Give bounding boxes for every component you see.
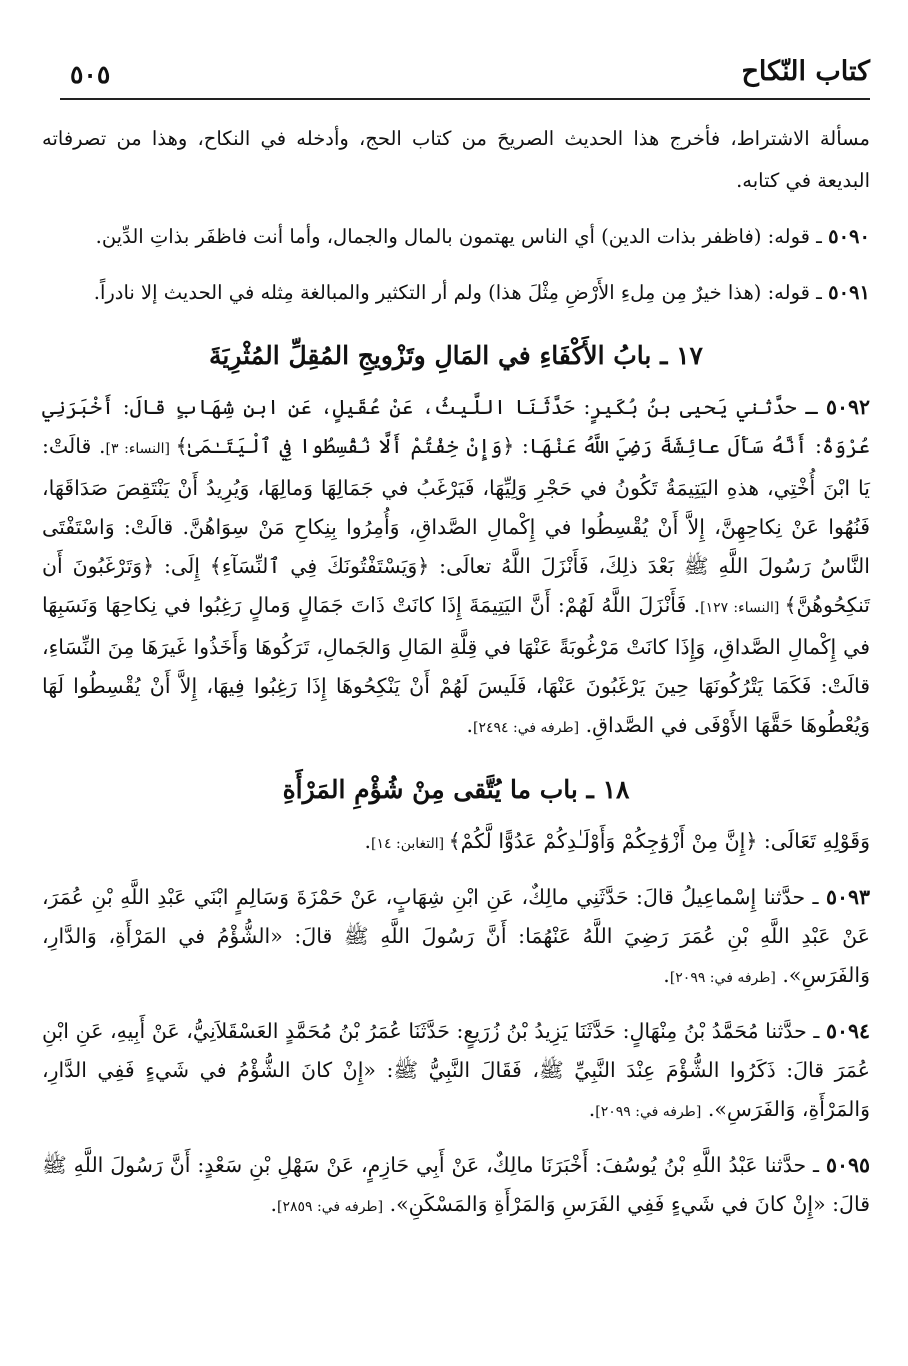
quran-verse: ﴿وَتَرْغَبُونَ أَن تَنكِحُوهُنَّ﴾	[42, 554, 870, 617]
commentary-5091	[42, 272, 870, 314]
hadith-5093	[42, 878, 870, 998]
hadith-text: ـ حدَّثني يَحيى بنُ بُكَيرٍ: حَدَّثَنَا اللَّيثُ، عَنْ عُقَيلٍ، عَنِ ابنِ شِهَابٍ قالَ: أَخْبَرَنِي عُرْوَةُ: أَنَّهُ سَأَلَ عائِشَةَ رَضِيَ اللَّهُ عَنْهَا:	[42, 395, 871, 458]
hadith-text: إِلَى:	[154, 554, 210, 578]
cross-reference: [طرفه في: ٢٤٩٤]	[473, 720, 580, 736]
chapter-heading-17: ١٧ ـ بابُ الأَكْفَاءِ في المَالِ وتَزْويجِ المُقِلِّ المُثْرِيَةَ	[209, 341, 703, 370]
verse-reference: [النساء: ١٢٧]	[700, 600, 785, 616]
hadith-number: ٥٠٩٣	[825, 885, 870, 909]
full-stop: .	[364, 829, 372, 853]
verse-reference: [التغابن: ١٤]	[371, 836, 449, 852]
page-content	[42, 118, 870, 1227]
verse-reference: [النساء: ٣]	[105, 441, 176, 457]
cross-reference: [طرفه في: ٢٨٥٩]	[276, 1199, 384, 1215]
full-stop: .	[588, 1097, 596, 1121]
hadith-5094	[42, 1012, 870, 1132]
hadith-number: ٥٠٩١	[828, 281, 870, 304]
hadith-text: . قالَتْ: يَا ابْنَ أُخْتِي، هذهِ اليَتِيمَةُ تَكُونُ في حَجْرِ وَلِيِّهَا، فَيَرْغَبُ في جَمَالِهَا وَمالِهَا، وَيُرِيدُ أَنْ يَنْتَقِصَ صَدَاقَهَا، فَنُهُوا عَنْ نِكاحِهِنَّ، إِلاَّ أَنْ يُقْسِطُوا في إِكْمالِ الصَّداقِ، وَأُمِرُوا بِنِكاحِ مَنْ سِوَاهُنَّ. قالَتْ: وَاسْتَفْتَى النَّاسُ رَسُولَ اللَّهِ ﷺ بَعْدَ ذلِكَ، فَأَنْزَلَ اللَّهُ تعالَى:	[42, 434, 870, 578]
quran-verse: ﴿وَيَسْتَفْتُونَكَ فِي ٱلنِّسَآءِ﴾	[209, 554, 430, 578]
hadith-text: . فَأَنْزَلَ اللَّهُ لَهُمْ: أَنَّ اليَتِيمَةَ إِذَا كانَتْ ذَاتَ جَمَالٍ وَمالٍ رَغِبُوا في نِكاحِهَا وَنَسَبِهَا في إِكْمالِ الصَّداقِ، وَإِذَا كانَتْ مَرْغُوبَةً عَنْهَا في قِلَّةِ المَالِ وَالجَمالِ، تَرَكُوهَا وَأَخَذُوا غَيرَهَا مِنَ النِّسَاءِ، قالَتْ: فَكَمَا يَتْرُكُونَهَا حِينَ يَرْغَبُونَ عَنْهَا، فَلَيسَ لَهُمْ أَنْ يَنْكِحُوهَا إِذَا رَغِبُوا فِيهَا، إِلاَّ أَنْ يُقْسِطُوا لَهَا وَيُعْطُوهَا حَقَّهَا الأَوْفَى في الصَّداقِ.	[42, 593, 870, 737]
commentary-paragraph: مسألة الاشتراط، فأخرج هذا الحديث الصريحَ من كتاب الحج، وأدخله في النكاح، وهذا من تصرفاته البديعة في كتابه.	[42, 127, 870, 192]
page-header	[60, 50, 870, 100]
quran-verse: ﴿وَإِنْ خِفْتُمْ أَلَّا نُقْسِطُوا فِي ٱلْيَتَـٰمَىٰ﴾	[175, 434, 515, 458]
chapter-heading-18: ١٨ ـ باب ما يُتَّقى مِنْ شُؤْمِ المَرْأَةِ	[282, 775, 630, 804]
cross-reference: [طرفه في: ٢٠٩٩]	[669, 970, 776, 986]
hadith-number: ٥٠٩٢	[825, 395, 870, 419]
quran-verse: ﴿إِنَّ مِنْ أَزْوَٰجِكُمْ وَأَوْلَـٰدِكُمْ عَدُوًّا لَّكُمْ﴾	[448, 829, 758, 853]
hadith-number: ٥٠٩٥	[825, 1153, 870, 1177]
hadith-text: ـ حدَّثنا مُحَمَّدُ بْنُ مِنْهَالٍ: حَدَّثَنَا يَزِيدُ بْنُ زُرَيعٍ: حَدَّثَنَا عُمَرُ بْنُ مُحَمَّدٍ العَسْقَلاَنِيُّ، عَنْ أَبِيهِ، عَنِ ابْنِ عُمَرَ قالَ: ذَكَرُوا الشُّؤْمَ عِنْدَ النَّبِيِّ ﷺ، فَقَالَ النَّبِيُّ ﷺ: «إِنْ كانَ الشُّؤْمُ في شَيءٍ فَفِي الدَّارِ، وَالمَرْأَةِ، وَالفَرَسِ».	[42, 1019, 870, 1121]
book-title: كتاب النّكاح	[741, 56, 870, 87]
hadith-5095	[42, 1146, 870, 1227]
commentary-5090	[42, 216, 870, 258]
cross-reference: [طرفه في: ٢٠٩٩]	[595, 1104, 702, 1120]
full-stop: .	[466, 713, 473, 737]
verse-intro: وَقَوْلِهِ تَعَالَى:	[757, 829, 870, 853]
hadith-number: ٥٠٩٤	[825, 1019, 870, 1043]
hadith-text: ـ حدَّثنا عَبْدُ اللَّهِ بْنُ يُوسُفَ: أَخْبَرَنَا مالِكٌ، عَنْ أَبِي حَازِمٍ، عَنْ سَهْلِ بْنِ سَعْدٍ: أَنَّ رَسُولَ اللَّهِ ﷺ قالَ: «إِنْ كانَ في شَيءٍ فَفِي الفَرَسِ وَالمَرْأَةِ وَالمَسْكَنِ».	[42, 1153, 870, 1216]
hadith-text: ـ حدَّثنا إِسْماعِيلُ قالَ: حَدَّثَنِي مالِكٌ، عَنِ ابْنِ شِهَابٍ، عَنْ حَمْزَةَ وَسَالِمٍ ابْنَي عَبْدِ اللَّهِ بْنِ عُمَرَ، عَنْ عَبْدِ اللَّهِ بْنِ عُمَرَ رَضِيَ اللَّهُ عَنْهُمَا: أَنَّ رَسُولَ اللَّهِ ﷺ قالَ: «الشُّؤْمُ في المَرْأَةِ، وَالدَّارِ، وَالفَرَسِ».	[42, 885, 870, 987]
hadith-number: ٥٠٩٠	[828, 225, 870, 248]
chapter-18-verse	[42, 822, 870, 864]
commentary-text: ـ قوله: (فاظفر بذات الدين) أي الناس يهتمون بالمال والجمال، وأما أنت فاظفَر بذاتِ الدِّين.	[95, 225, 829, 248]
page-number: ٥٠٥	[70, 60, 111, 89]
hadith-5092	[42, 388, 870, 748]
full-stop: .	[663, 963, 670, 987]
commentary-text: ـ قوله: (هذا خيرٌ مِن مِلءِ الأَرْضِ مِثْلَ هذا) ولم أر التكثير والمبالغة مِثله في الحديث إلا نادراً.	[93, 281, 829, 304]
full-stop: .	[270, 1192, 277, 1216]
